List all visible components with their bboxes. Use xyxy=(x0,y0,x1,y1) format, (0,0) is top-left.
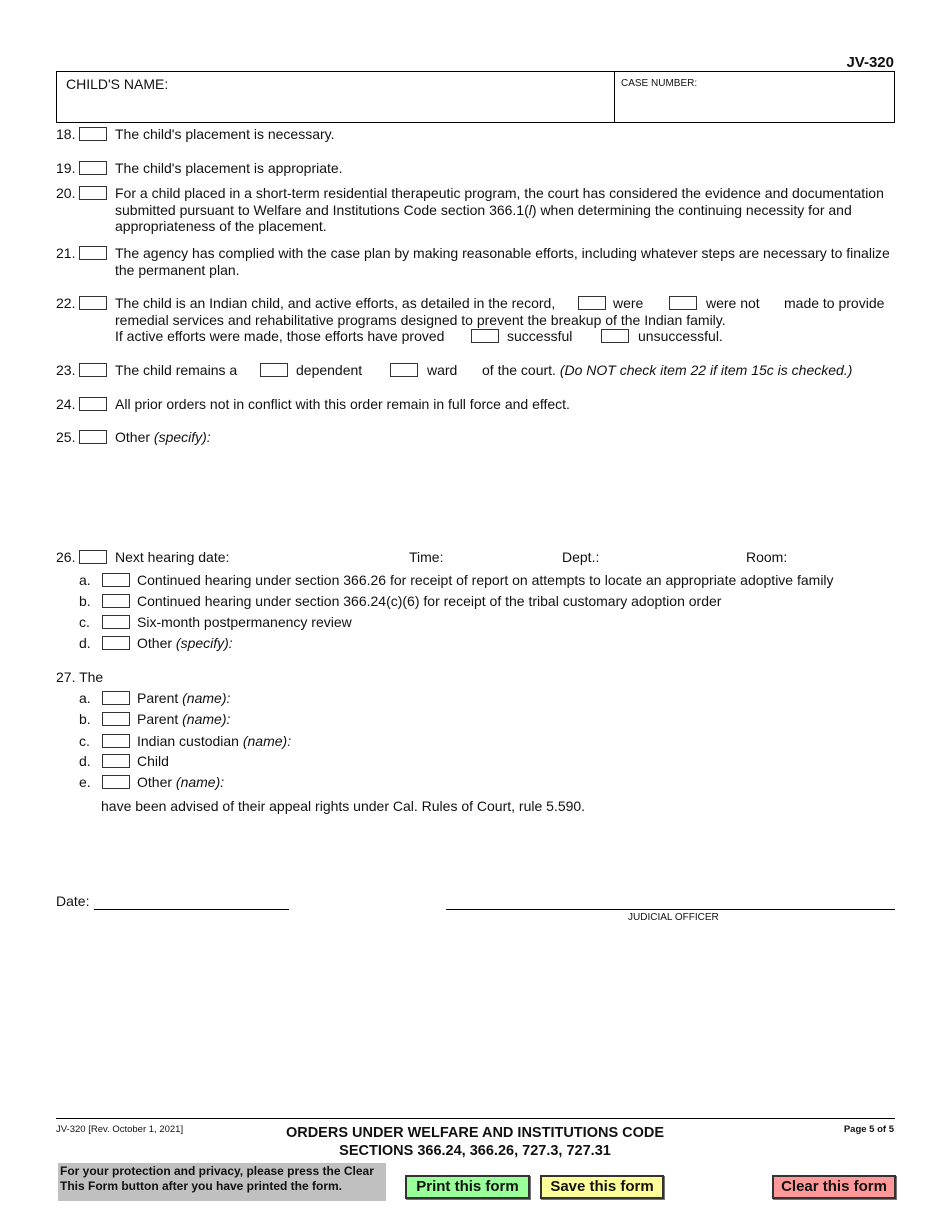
item-20-checkbox[interactable] xyxy=(79,186,107,200)
item-26-checkbox[interactable] xyxy=(79,550,107,564)
date-label: Date: xyxy=(56,893,90,909)
footer-rule xyxy=(56,1118,895,1119)
item-27e-letter: e. xyxy=(79,774,91,790)
item-26d-text: Other (specify): xyxy=(137,635,233,651)
item-23-tail: of the court. (Do NOT check item 22 if item 15c is checked.) xyxy=(482,362,853,378)
item-18-number: 18. xyxy=(56,126,76,142)
next-hearing-date-field[interactable] xyxy=(235,547,400,565)
item-22-number: 22. xyxy=(56,295,76,311)
item-23-checkbox[interactable] xyxy=(79,363,107,377)
item-26d-checkbox[interactable] xyxy=(102,636,130,650)
item-22-were-not-checkbox[interactable] xyxy=(669,296,697,310)
item-25-checkbox[interactable] xyxy=(79,430,107,444)
case-number-label: CASE NUMBER: xyxy=(621,78,698,89)
item-20-number: 20. xyxy=(56,185,76,201)
item-25-number: 25. xyxy=(56,429,76,445)
item-26c-checkbox[interactable] xyxy=(102,615,130,629)
item-27-advised: have been advised of their appeal rights under Cal. Rules of Court, rule 5.590. xyxy=(101,798,586,814)
time-label: Time: xyxy=(409,549,444,565)
time-field[interactable] xyxy=(447,547,555,565)
judicial-officer-line xyxy=(446,909,895,910)
item-22-successful-checkbox[interactable] xyxy=(471,329,499,343)
item-21-line1: The agency has complied with the case plan by making reasonable efforts, including whatever steps are necessary to finalize xyxy=(115,245,890,261)
footer-title-line2: SECTIONS 366.24, 366.26, 727.3, 727.31 xyxy=(339,1143,611,1159)
item-27d-letter: d. xyxy=(79,753,91,769)
item-26c-letter: c. xyxy=(79,614,90,630)
item-20-line3: appropriateness of the placement. xyxy=(115,218,327,234)
item-27e-text: Other (name): xyxy=(137,774,225,790)
item-22-were-not-label: were not xyxy=(706,295,760,311)
item-27b-letter: b. xyxy=(79,711,91,727)
date-field[interactable] xyxy=(94,891,289,909)
item-23-text: The child remains a xyxy=(115,362,238,378)
item-21-number: 21. xyxy=(56,245,76,261)
room-label: Room: xyxy=(746,549,788,565)
item-25-text: Other (specify): xyxy=(115,429,211,445)
footer-title-line1: ORDERS UNDER WELFARE AND INSTITUTIONS CODE xyxy=(285,1125,665,1141)
item-27a-letter: a. xyxy=(79,690,91,706)
item-18-text: The child's placement is necessary. xyxy=(115,126,335,142)
item-26-number: 26. xyxy=(56,549,76,565)
footer-title xyxy=(250,1124,700,1160)
dept-label: Dept.: xyxy=(562,549,600,565)
item-27b-text: Parent (name): xyxy=(137,711,231,727)
item-21-checkbox[interactable] xyxy=(79,246,107,260)
form-id: JV-320 xyxy=(846,54,894,71)
item-22-were-checkbox[interactable] xyxy=(578,296,606,310)
item-20-line2: submitted pursuant to Welfare and Institutions Code section 366.1(l) when determining the continuing necessity for and xyxy=(115,202,852,218)
privacy-notice: For your protection and privacy, please press the Clear This Form button after you have printed the form. xyxy=(58,1163,386,1201)
child-name-field[interactable] xyxy=(58,92,612,120)
item-23-ward-label: ward xyxy=(427,362,458,378)
item-19-checkbox[interactable] xyxy=(79,161,107,175)
save-form-button[interactable]: Save this form xyxy=(540,1175,664,1199)
item-19-text: The child's placement is appropriate. xyxy=(115,160,343,176)
item-26a-checkbox[interactable] xyxy=(102,573,130,587)
item-26b-checkbox[interactable] xyxy=(102,594,130,608)
item-27e-checkbox[interactable] xyxy=(102,775,130,789)
item-27-head: 27. The xyxy=(56,669,104,685)
item-22-successful-label: successful xyxy=(507,328,573,344)
item-26d-letter: d. xyxy=(79,635,91,651)
print-form-button[interactable]: Print this form xyxy=(405,1175,530,1199)
item-22-checkbox[interactable] xyxy=(79,296,107,310)
dept-field[interactable] xyxy=(602,547,738,565)
item-27c-text: Indian custodian (name): xyxy=(137,733,292,749)
room-field[interactable] xyxy=(790,547,893,565)
item-27d-checkbox[interactable] xyxy=(102,754,130,768)
item-20-line1: For a child placed in a short-term residential therapeutic program, the court has considered the evidence and documentation xyxy=(115,185,884,201)
item-21-line2: the permanent plan. xyxy=(115,262,240,278)
item-23-dependent-checkbox[interactable] xyxy=(260,363,288,377)
judicial-officer-field[interactable] xyxy=(446,891,895,909)
item-25-specify-field[interactable] xyxy=(115,448,893,538)
item-27a-checkbox[interactable] xyxy=(102,691,130,705)
item-23-number: 23. xyxy=(56,362,76,378)
item-19-number: 19. xyxy=(56,160,76,176)
item-27d-text: Child xyxy=(137,753,169,769)
judicial-officer-label: JUDICIAL OFFICER xyxy=(628,912,719,923)
item-24-number: 24. xyxy=(56,396,76,412)
item-22-were-label: were xyxy=(613,295,644,311)
item-23-dependent-label: dependent xyxy=(296,362,363,378)
item-22-unsuccessful-label: unsuccessful. xyxy=(638,328,723,344)
item-18-checkbox[interactable] xyxy=(79,127,107,141)
footer-rev: JV-320 [Rev. October 1, 2021] xyxy=(56,1124,184,1135)
item-27a-text: Parent (name): xyxy=(137,690,231,706)
item-22-line1: The child is an Indian child, and active efforts, as detailed in the record, xyxy=(115,295,556,311)
item-26b-text: Continued hearing under section 366.24(c)(6) for receipt of the tribal customary adoption order xyxy=(137,593,722,609)
item-26c-text: Six-month postpermanency review xyxy=(137,614,352,630)
item-24-text: All prior orders not in conflict with this order remain in full force and effect. xyxy=(115,396,570,412)
case-number-field[interactable] xyxy=(617,92,892,120)
item-27c-letter: c. xyxy=(79,733,90,749)
child-name-label: CHILD'S NAME: xyxy=(66,76,169,92)
item-22-unsuccessful-checkbox[interactable] xyxy=(601,329,629,343)
item-27b-checkbox[interactable] xyxy=(102,712,130,726)
item-26a-text: Continued hearing under section 366.26 for receipt of report on attempts to locate an appropriate adoptive family xyxy=(137,572,834,588)
item-24-checkbox[interactable] xyxy=(79,397,107,411)
item-22-line2: remedial services and rehabilitative programs designed to prevent the breakup of the Indian family. xyxy=(115,312,726,328)
clear-form-button[interactable]: Clear this form xyxy=(772,1175,896,1199)
item-22-line1-end: made to provide xyxy=(784,295,885,311)
item-26b-letter: b. xyxy=(79,593,91,609)
next-hearing-label: Next hearing date: xyxy=(115,549,230,565)
item-26a-letter: a. xyxy=(79,572,91,588)
item-22-line3: If active efforts were made, those efforts have proved xyxy=(115,328,445,344)
date-line xyxy=(94,909,289,910)
header-divider xyxy=(614,71,615,123)
item-23-ward-checkbox[interactable] xyxy=(390,363,418,377)
footer-page: Page 5 of 5 xyxy=(843,1124,894,1135)
item-27c-checkbox[interactable] xyxy=(102,734,130,748)
